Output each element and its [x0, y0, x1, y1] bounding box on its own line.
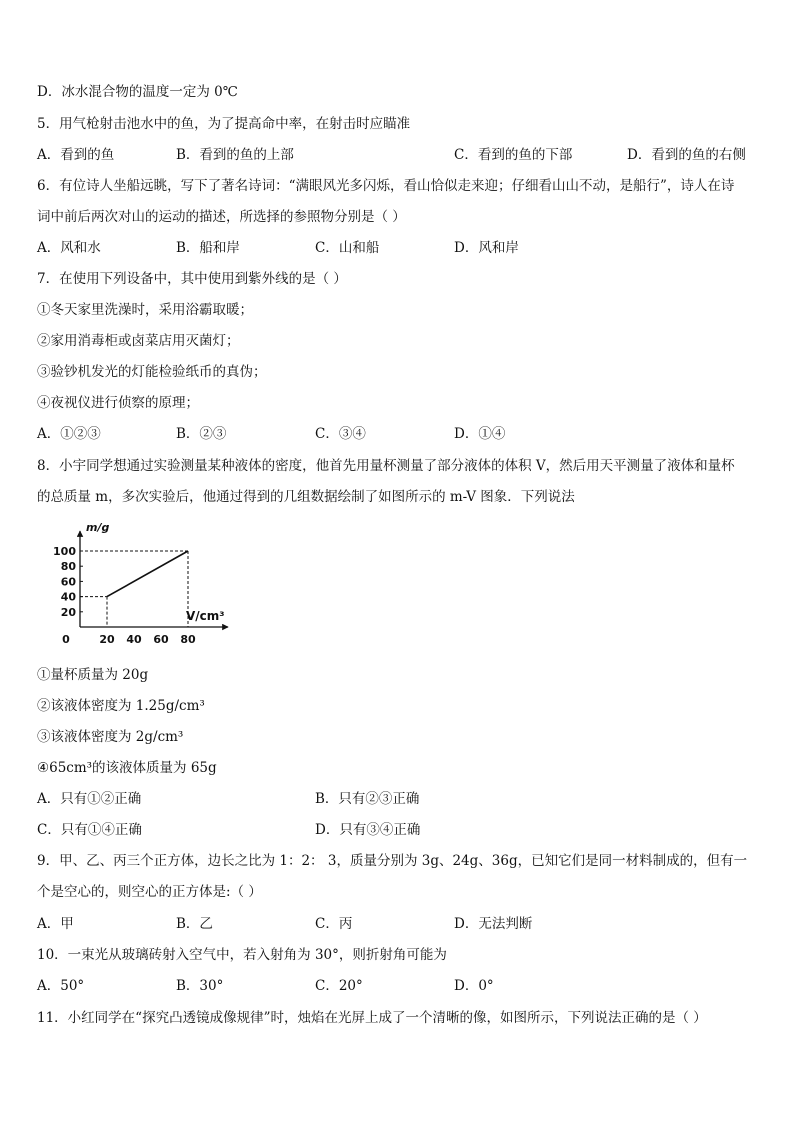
question-7: 7．在使用下列设备中，其中使用到紫外线的是（ ） — [37, 271, 347, 287]
q6-option-d[interactable]: D．风和岸 — [454, 240, 519, 256]
q7-option-c[interactable]: C．③④ — [315, 426, 366, 442]
q7-item-2: ②家用消毒柜或卤菜店用灭菌灯； — [37, 333, 240, 349]
q8-option-c[interactable]: C．只有①④正确 — [37, 822, 142, 838]
question-5: 5．用气枪射击池水中的鱼，为了提高命中率，在射击时应瞄准 — [37, 116, 411, 132]
q8-option-b[interactable]: B．只有②③正确 — [315, 791, 420, 807]
question-9-line-2: 个是空心的，则空心的正方体是:（ ） — [37, 884, 262, 900]
question-11: 11．小红同学在“探究凸透镜成像规律”时，烛焰在光屏上成了一个清晰的像，如图所示，下列说法正确的是（ ） — [37, 1010, 707, 1026]
y-tick-label: 80 — [60, 560, 76, 574]
x-tick-label: 80 — [180, 633, 196, 646]
y-axis-label: m/g — [86, 521, 110, 534]
x-tick-label: 40 — [126, 633, 142, 646]
series-line — [107, 551, 188, 597]
y-tick-label: 40 — [60, 590, 76, 604]
question-6-line-2: 词中前后两次对山的运动的描述，所选择的参照物分别是（ ） — [37, 209, 406, 225]
q10-option-d[interactable]: D．0° — [454, 978, 494, 994]
q8-option-d[interactable]: D．只有③④正确 — [315, 822, 421, 838]
q7-item-1: ①冬天家里洗澡时，采用浴霸取暖； — [37, 302, 253, 318]
question-8-line-1: 8．小宇同学想通过实验测量某种液体的密度，他首先用量杯测量了部分液体的体积 V，然后用天平测量了液体和量杯 — [37, 458, 735, 474]
q10-option-c[interactable]: C．20° — [315, 978, 363, 994]
q8-item-3: ③该液体密度为 2g/cm³ — [37, 729, 184, 745]
q9-option-d[interactable]: D．无法判断 — [454, 916, 533, 932]
q7-item-3: ③验钞机发光的灯能检验纸币的真伪； — [37, 364, 267, 380]
q10-option-a[interactable]: A．50° — [37, 978, 85, 994]
y-tick-label: 20 — [60, 605, 76, 619]
question-10: 10．一束光从玻璃砖射入空气中，若入射角为 30°，则折射角可能为 — [37, 947, 447, 963]
y-tick-label: 100 — [53, 545, 76, 558]
question-9-line-1: 9．甲、乙、丙三个正方体，边长之比为 1：2： 3，质量分别为 3g、24g、36g，已知它们是同一材料制成的，但有一 — [37, 853, 748, 869]
q9-option-b[interactable]: B．乙 — [176, 916, 213, 932]
q5-option-b[interactable]: B．看到的鱼的上部 — [176, 147, 294, 163]
q6-option-c[interactable]: C．山和船 — [315, 240, 380, 256]
q8-item-4: ④65cm³的该液体质量为 65g — [37, 760, 217, 776]
m-v-graph — [53, 521, 238, 653]
question-6-line-1: 6．有位诗人坐船远眺，写下了著名诗词：“满眼风光多闪烁，看山恰似走来迎；仔细看山山不动，是船行”，诗人在诗 — [37, 178, 735, 194]
q5-option-d[interactable]: D．看到的鱼的右侧 — [627, 147, 746, 163]
q6-option-b[interactable]: B．船和岸 — [176, 240, 240, 256]
x-tick-label: 60 — [153, 633, 169, 646]
y-tick-label: 60 — [60, 575, 76, 589]
q9-option-a[interactable]: A．甲 — [37, 916, 74, 932]
q5-option-a[interactable]: A．看到的鱼 — [37, 147, 115, 163]
x-tick-label: 0 — [62, 633, 70, 646]
q8-option-a[interactable]: A．只有①②正确 — [37, 791, 142, 807]
q10-option-b[interactable]: B．30° — [176, 978, 224, 994]
q7-option-a[interactable]: A．①②③ — [37, 426, 101, 442]
q8-item-2: ②该液体密度为 1.25g/cm³ — [37, 698, 205, 714]
q5-option-c[interactable]: C．看到的鱼的下部 — [454, 147, 573, 163]
q6-option-a[interactable]: A．风和水 — [37, 240, 101, 256]
line-d-option: D．冰水混合物的温度一定为 0℃ — [37, 84, 238, 100]
question-8-line-2: 的总质量 m，多次实验后，他通过得到的几组数据绘制了如图所示的 m-V 图象．下列说法 — [37, 489, 575, 505]
q9-option-c[interactable]: C．丙 — [315, 916, 353, 932]
x-axis-label: V/cm³ — [186, 609, 225, 623]
q7-option-d[interactable]: D．①④ — [454, 426, 506, 442]
q8-item-1: ①量杯质量为 20g — [37, 667, 149, 683]
q7-item-4: ④夜视仪进行侦察的原理； — [37, 395, 199, 411]
q7-option-b[interactable]: B．②③ — [176, 426, 227, 442]
x-tick-label: 20 — [99, 633, 115, 646]
